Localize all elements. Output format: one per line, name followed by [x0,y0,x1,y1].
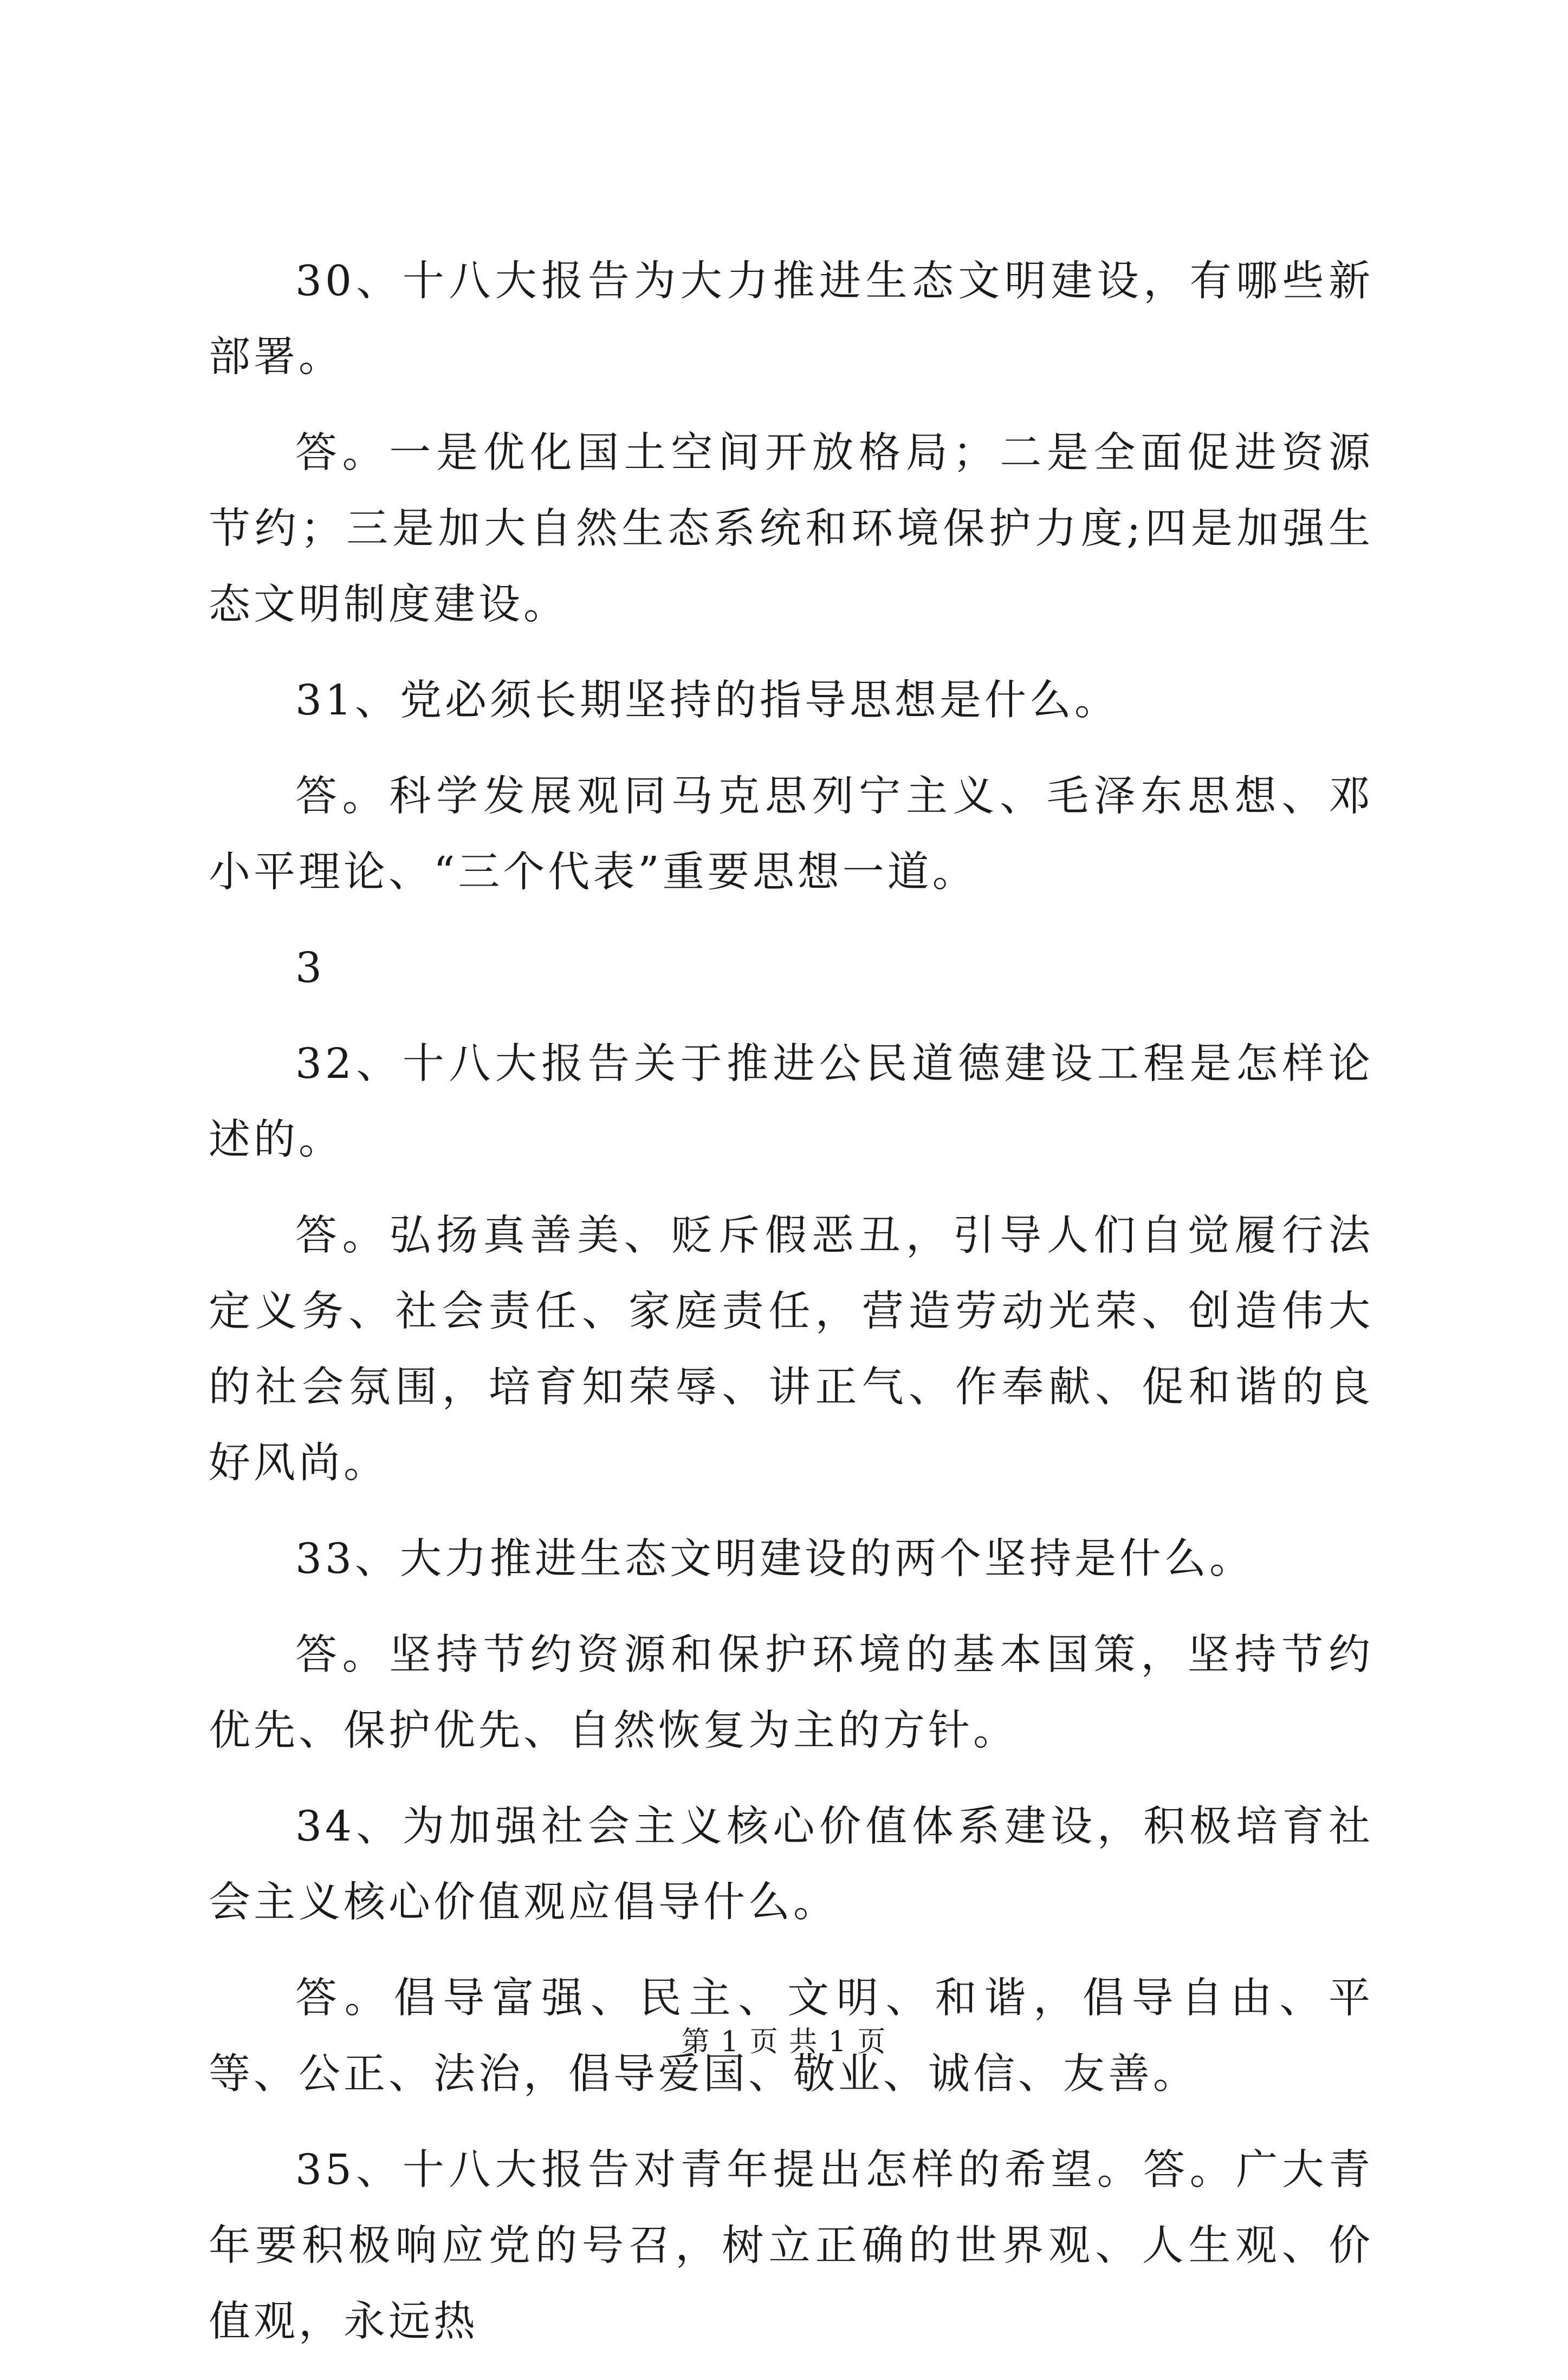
question-31: 31、党必须长期坚持的指导思想是什么。 [295,677,1119,725]
question-30: 30、十八大报告为大力推进生态文明建设，有哪些新部署。 [209,257,1373,381]
answer-30: 答。一是优化国土空间开放格局；二是全面促进资源节约；三是加大自然生态系统和环境保护力度;四是加强生态文明制度建设。 [209,429,1373,629]
stray-number: 3 [295,944,325,992]
question-35: 35、十八大报告对青年提出怎样的希望。答。广大青年要积极响应党的号召，树立正确的世界观、人生观、价值观，永远热 [209,2146,1373,2346]
answer-33: 答。坚持节约资源和保护环境的基本国策，坚持节约优先、保护优先、自然恢复为主的方针。 [209,1631,1373,1755]
question-33: 33、大力推进生态文明建设的两个坚持是什么。 [295,1535,1254,1583]
page-number-footer: 第 1 页 共 1 页 [681,2026,887,2058]
question-32: 32、十八大报告关于推进公民道德建设工程是怎样论述的。 [209,1040,1373,1164]
answer-34: 答。倡导富强、民主、文明、和谐，倡导自由、平等、公正、法治，倡导爱国、敬业、诚信、友善。 [209,1974,1373,2098]
question-34: 34、为加强社会主义核心价值体系建设，积极培育社会主义核心价值观应倡导什么。 [209,1803,1373,1927]
answer-32: 答。弘扬真善美、贬斥假恶丑，引导人们自觉履行法定义务、社会责任、家庭责任，营造劳动光荣、创造伟大的社会氛围，培育知荣辱、讲正气、作奉献、促和谐的良好风尚。 [209,1212,1373,1487]
answer-31: 答。科学发展观同马克思列宁主义、毛泽东思想、邓小平理论、“三个代表”重要思想一道。 [209,772,1373,896]
